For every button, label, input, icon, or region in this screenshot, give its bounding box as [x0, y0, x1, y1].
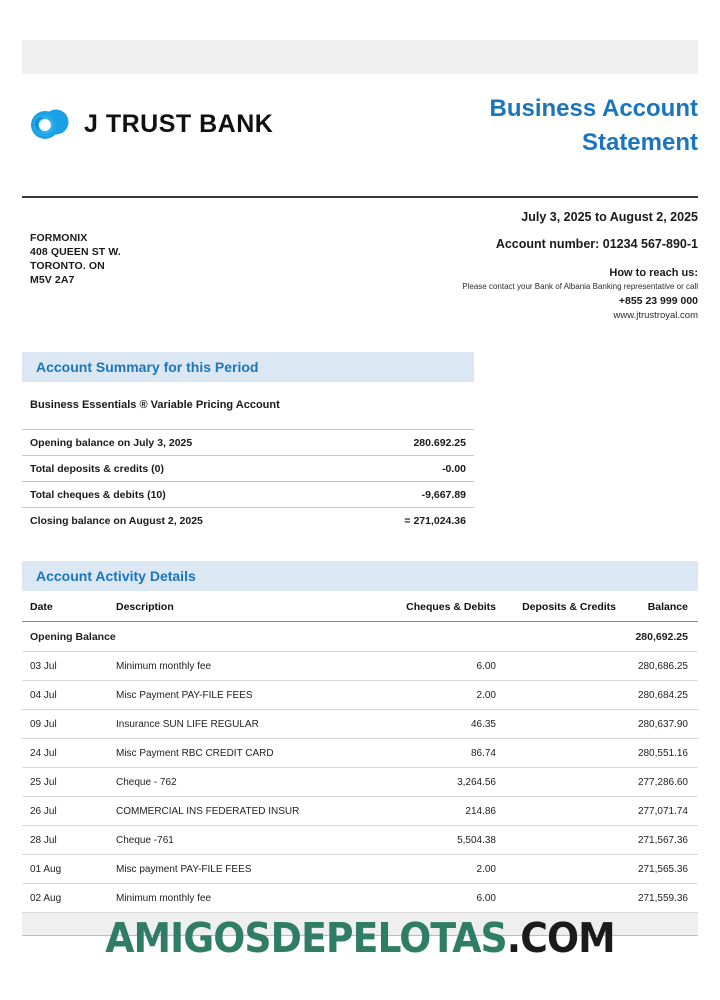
cell-balance: 280,637.90 [626, 710, 698, 739]
opening-balance-value: 280,692.25 [626, 622, 698, 652]
statement-period: July 3, 2025 to August 2, 2025 [521, 210, 698, 224]
site-watermark [29, 914, 691, 962]
customer-address-line2: TORONTO. ON [30, 259, 105, 272]
watermark-suffix: .COM [506, 914, 615, 962]
summary-label: Opening balance on July 3, 2025 [22, 430, 248, 456]
customer-address-line3: M5V 2A7 [30, 273, 75, 286]
cell-description: Insurance SUN LIFE REGULAR [108, 710, 372, 739]
statement-content [22, 86, 698, 936]
cell-debit: 6.00 [372, 652, 506, 681]
contact-phone: +855 23 999 000 [618, 295, 698, 307]
opening-debit [372, 622, 506, 652]
account-activity-heading: Account Activity Details [22, 561, 698, 591]
cell-description: Misc payment PAY-FILE FEES [108, 855, 372, 884]
column-header-balance: Balance [626, 591, 698, 622]
column-header-description: Description [108, 591, 372, 622]
top-gray-band [22, 40, 698, 74]
cell-credit [506, 768, 626, 797]
cell-description: Minimum monthly fee [108, 652, 372, 681]
page-title-line1: Business Account [489, 95, 698, 122]
cell-debit: 2.00 [372, 855, 506, 884]
header-divider [22, 196, 698, 198]
cell-debit: 5,504.38 [372, 826, 506, 855]
cell-debit: 214.86 [372, 797, 506, 826]
cell-date: 26 Jul [22, 797, 108, 826]
cell-date: 09 Jul [22, 710, 108, 739]
table-row [22, 739, 698, 768]
account-type-label: Business Essentials ® Variable Pricing Account [30, 399, 280, 411]
table-row [22, 884, 698, 913]
cell-credit [506, 710, 626, 739]
reach-us-text: Please contact your Bank of Albania Banking representative or call [462, 282, 698, 291]
account-summary-table [22, 429, 474, 533]
cell-description: Cheque - 762 [108, 768, 372, 797]
cell-date: 24 Jul [22, 739, 108, 768]
table-row [22, 482, 474, 508]
activity-rows [22, 622, 698, 936]
cell-balance: 280,686.25 [626, 652, 698, 681]
watermark-primary: AMIGOSDEPELOTAS [105, 914, 507, 962]
table-header-row [22, 591, 698, 622]
bank-brand [22, 86, 273, 144]
cell-date: 01 Aug [22, 855, 108, 884]
info-section [22, 208, 698, 324]
cell-balance: 277,071.74 [626, 797, 698, 826]
account-summary-heading: Account Summary for this Period [22, 352, 474, 382]
column-header-debits: Cheques & Debits [372, 591, 506, 622]
cell-date: 25 Jul [22, 768, 108, 797]
table-row [22, 652, 698, 681]
page-title-line2: Statement [581, 129, 698, 157]
cell-credit [506, 652, 626, 681]
table-row [22, 681, 698, 710]
table-row [22, 508, 474, 534]
cell-balance: 271,559.36 [626, 884, 698, 913]
cell-date: 28 Jul [22, 826, 108, 855]
cell-debit: 2.00 [372, 681, 506, 710]
table-row [22, 855, 698, 884]
account-number: Account number: 01234 567-890-1 [495, 237, 698, 251]
statement-header [22, 86, 698, 178]
table-row [22, 768, 698, 797]
column-header-date: Date [22, 591, 108, 622]
table-row [22, 456, 474, 482]
cell-description: Misc Payment PAY-FILE FEES [108, 681, 372, 710]
table-row-opening-balance [22, 622, 698, 652]
summary-label: Total deposits & credits (0) [22, 456, 248, 482]
account-activity-table [22, 591, 698, 936]
cell-debit: 3,264.56 [372, 768, 506, 797]
cell-description: Minimum monthly fee [108, 884, 372, 913]
cell-date: 02 Aug [22, 884, 108, 913]
page-title [368, 86, 698, 160]
contact-block [278, 208, 698, 324]
cell-debit: 6.00 [372, 884, 506, 913]
cell-credit [506, 797, 626, 826]
cell-credit [506, 739, 626, 768]
summary-label: Closing balance on August 2, 2025 [30, 515, 203, 527]
customer-address [22, 208, 121, 324]
summary-value: -9,667.89 [248, 482, 474, 508]
cell-credit [506, 681, 626, 710]
summary-value: -0.00 [248, 456, 474, 482]
customer-name: FORMONIX [30, 232, 88, 244]
customer-address-line1: 408 QUEEN ST W. [30, 245, 121, 258]
cell-description: COMMERCIAL INS FEDERATED INSUR [108, 797, 372, 826]
cell-balance: 280,684.25 [626, 681, 698, 710]
cell-credit [506, 855, 626, 884]
cell-date: 04 Jul [22, 681, 108, 710]
table-row [22, 826, 698, 855]
cell-description: Cheque -761 [108, 826, 372, 855]
column-header-credits: Deposits & Credits [506, 591, 626, 622]
cell-credit [506, 884, 626, 913]
summary-label: Total cheques & debits (10) [22, 482, 248, 508]
opening-credit [506, 622, 626, 652]
table-row [22, 797, 698, 826]
opening-balance-label: Opening Balance [22, 622, 372, 652]
summary-value: 280.692.25 [248, 430, 474, 456]
cell-balance: 277,286.60 [626, 768, 698, 797]
reach-us-heading: How to reach us: [609, 267, 698, 279]
cell-description: Misc Payment RBC CREDIT CARD [108, 739, 372, 768]
cell-credit [506, 826, 626, 855]
swirl-circles-logo-icon [30, 104, 72, 144]
table-row [22, 710, 698, 739]
bank-name: J TRUST BANK [84, 109, 274, 138]
summary-value: = 271,024.36 [404, 515, 466, 527]
cell-balance: 271,565.36 [626, 855, 698, 884]
contact-website: www.jtrustroyal.com [613, 310, 698, 321]
cell-debit: 46.35 [372, 710, 506, 739]
cell-debit: 86.74 [372, 739, 506, 768]
cell-balance: 280,551.16 [626, 739, 698, 768]
cell-balance: 271,567.36 [626, 826, 698, 855]
cell-date: 03 Jul [22, 652, 108, 681]
table-row [22, 430, 474, 456]
